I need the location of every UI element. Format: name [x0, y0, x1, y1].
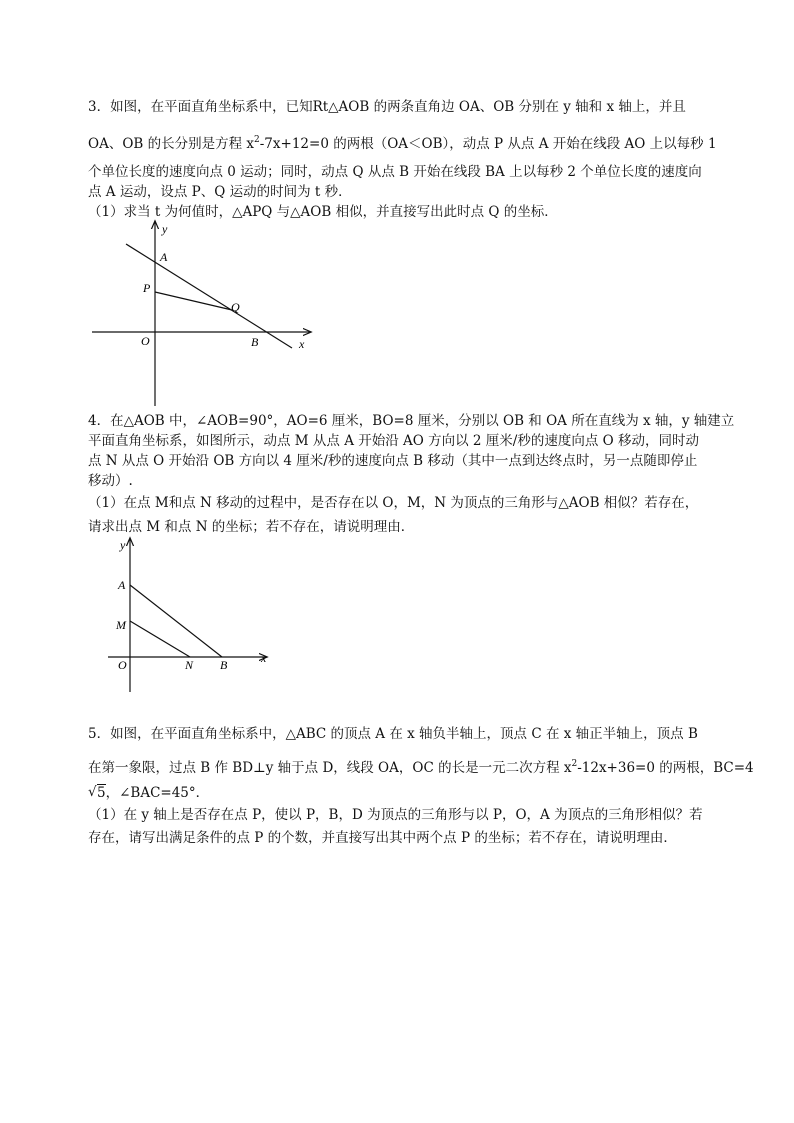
label-a: A [118, 578, 126, 592]
problem5-line3 [88, 784, 209, 802]
label-o: O [141, 334, 150, 348]
problem3-figure [88, 218, 318, 410]
label-b: B [220, 658, 228, 672]
problem3-line4: 点 A 运动，设点 P、Q 运动的时间为 t 秒． [88, 184, 352, 200]
problem5-line1: 5．如图，在平面直角坐标系中，△ABC 的顶点 A 在 x 轴负半轴上，顶点 C 在 x 轴正半轴上，顶点 B [88, 726, 698, 742]
label-x: x [261, 651, 267, 665]
segment-pq [155, 292, 232, 310]
label-a: A [160, 250, 168, 264]
problem4-line2: 平面直角坐标系，如图所示，动点 M 从点 A 开始沿 AO 方向以 2 厘米/秒的速度向点 O 移动，同时动 [88, 433, 700, 449]
sqrt-symbol [88, 784, 106, 802]
label-q: Q [231, 300, 240, 314]
problem5-question1-cont: 存在，请写出满足条件的点 P 的个数，并直接写出其中两个点 P 的坐标；若不存在，请说明理由． [88, 830, 677, 846]
problem5-line3-b: ，∠BAC=45°． [105, 785, 210, 801]
label-y: y [120, 538, 126, 552]
problem3-line2-a: OA、OB 的长分别是方程 x [88, 136, 255, 152]
problem3-line2-b: -7x+12=0 的两根（OA＜OB），动点 P 从点 A 开始在线段 AO 上以每秒 1 [259, 136, 717, 152]
problem5-line2-b: -12x+36=0 的两根，BC=4 [577, 760, 754, 776]
problem4-line3: 点 N 从点 O 开始沿 OB 方向以 4 厘米/秒的速度向点 B 移动（其中一点到达终点时，另一点随即停止 [88, 453, 698, 469]
label-p: P [143, 281, 151, 295]
problem3-line3: 个单位长度的速度向点 0 运动；同时，动点 Q 从点 B 开始在线段 BA 上以每秒 2 个单位长度的速度向 [88, 164, 702, 180]
segment-ab [130, 585, 222, 657]
problem4-question1-cont: 请求出点 M 和点 N 的坐标；若不存在，请说明理由． [88, 519, 415, 535]
problem5-line2 [88, 755, 754, 777]
label-n: N [185, 658, 194, 672]
problem5-exponent: 2 [571, 759, 578, 769]
label-o: O [118, 658, 127, 672]
problem5-radicand: 5 [97, 785, 106, 801]
problem3-line1: 3．如图，在平面直角坐标系中，已知Rt△AOB 的两条直角边 OA、OB 分别在 y 轴和 x 轴上，并且 [88, 99, 686, 115]
problem5-line2-a: 在第一象限，过点 B 作 BD⊥y 轴于点 D，线段 OA，OC 的长是一元二次方程 x [88, 760, 572, 776]
problem4-figure [108, 535, 280, 695]
label-y: y [162, 222, 168, 236]
segment-mn [130, 621, 190, 657]
problem3-question1: （1）求当 t 为何值时，△APQ 与△AOB 相似，并直接写出此时点 Q 的坐标． [88, 204, 558, 220]
problem3-exponent: 2 [254, 135, 260, 145]
problem5-question1: （1）在 y 轴上是否存在点 P，使以 P，B，D 为顶点的三角形与以 P，O，A 为顶点的三角形相似？若 [88, 807, 703, 823]
problem4-line4: 移动）. [88, 473, 133, 489]
label-b: B [251, 335, 259, 349]
label-x: x [299, 337, 305, 351]
label-m: M [116, 618, 126, 632]
problem4-question1: （1）在点 M和点 N 移动的过程中，是否存在以 O，M，N 为顶点的三角形与△AOB 相似？若存在， [88, 495, 699, 511]
problem4-line1: 4．在△AOB 中，∠AOB=90°，AO=6 厘米，BO=8 厘米，分别以 OB 和 OA 所在直线为 x 轴，y 轴建立 [88, 413, 735, 429]
problem3-line2 [88, 131, 717, 153]
